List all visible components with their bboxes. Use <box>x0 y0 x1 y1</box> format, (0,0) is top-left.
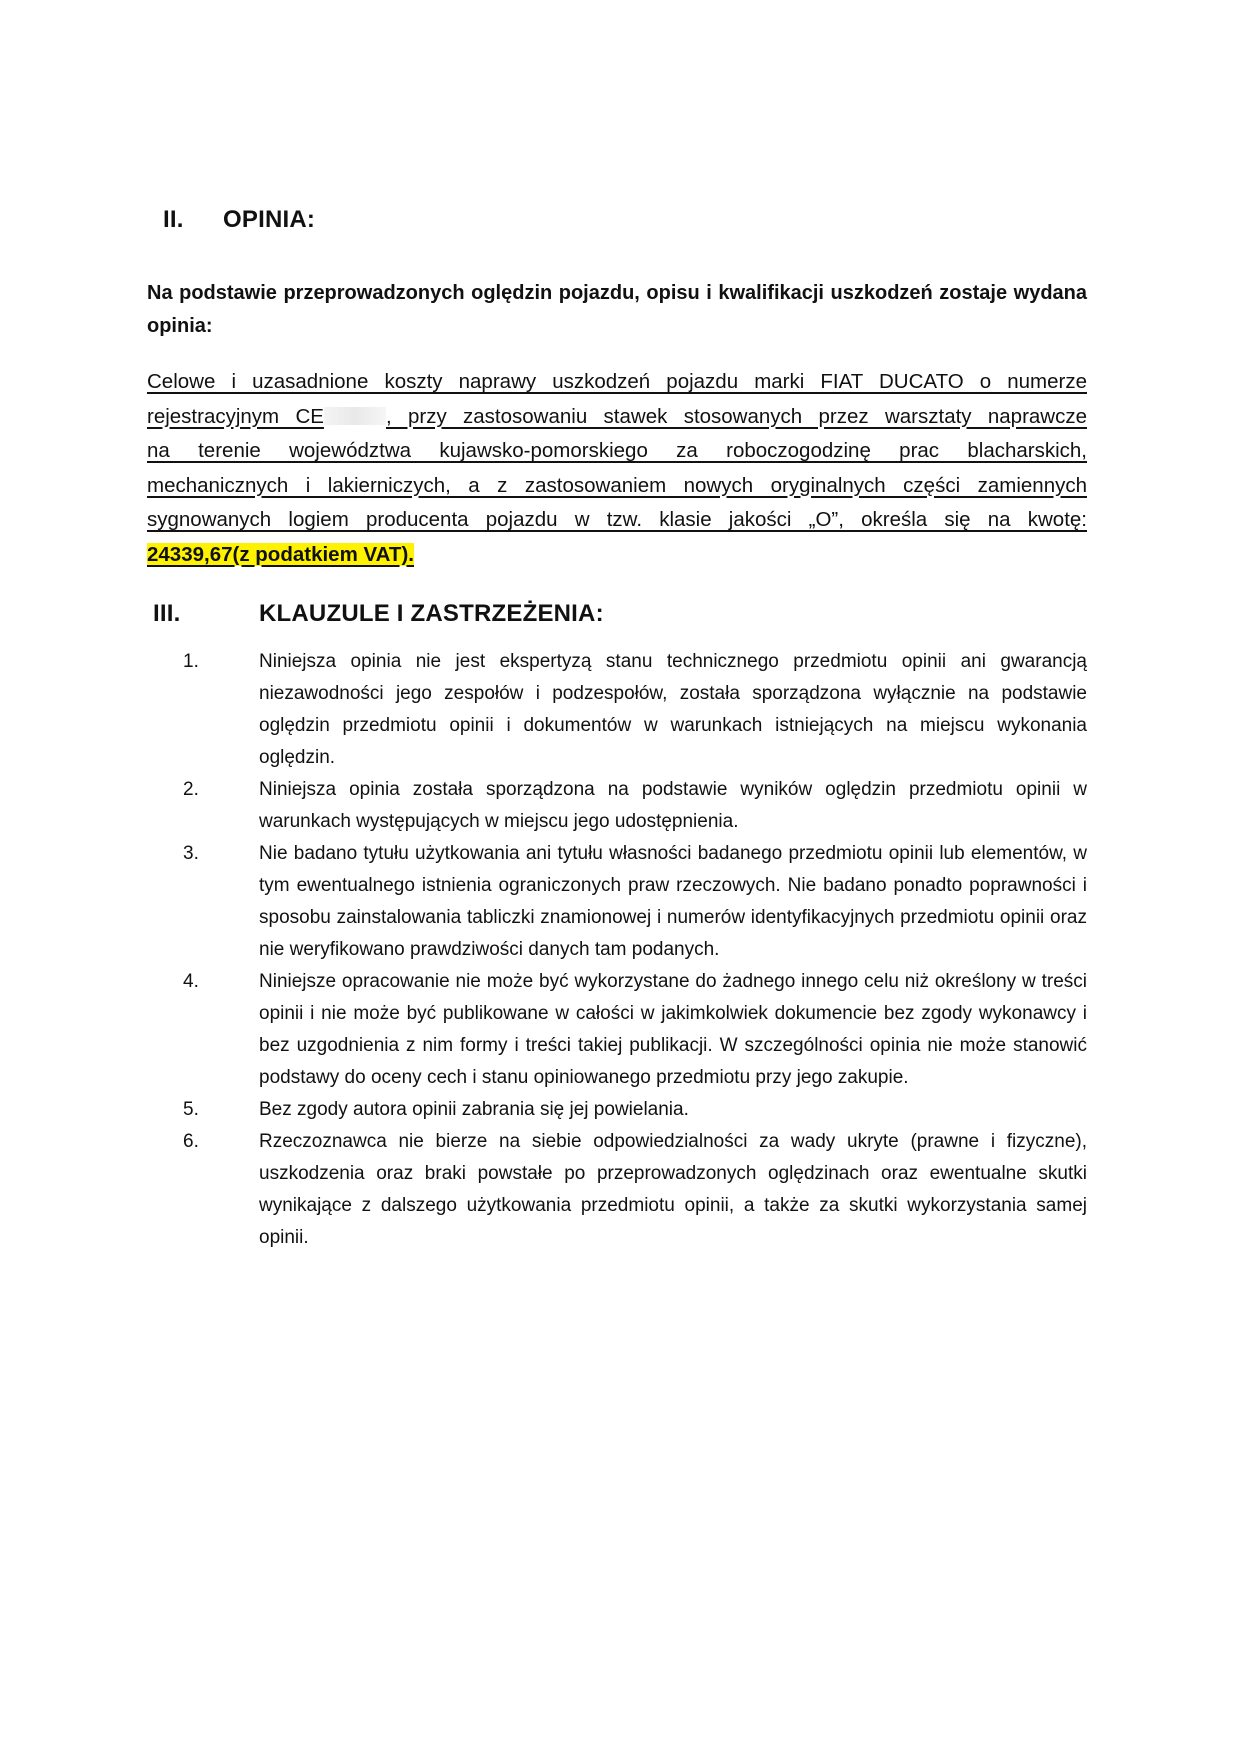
clause-number: 2. <box>183 779 199 800</box>
opinion-line: mechanicznych i lakierniczych, a z zastosowaniem nowych oryginalnych części zamiennych <box>147 473 1087 497</box>
clause-text: Niniejsze opracowanie nie może być wykorzystane do żadnego innego celu niż określony w treści opinii i nie może być publikowane w całości w jakimkolwiek dokumencie bez zgody wykonawcy i bez uzgodnienia z nim formy i treści takiej publikacji. W szczególności opinia nie może stanowić podstawy do oceny cech i stanu opiniowanego przedmiotu przy jego zakupie. <box>259 971 1087 1088</box>
clauses-list <box>0 646 1241 1254</box>
clause-text: Niniejsza opinia nie jest ekspertyzą stanu technicznego przedmiotu opinii ani gwarancją niezawodności jego zespołów i podzespołów, została sporządzona wyłącznie na podstawie oględzin przedmiotu opinii i dokumentów w warunkach istniejących na miejscu wykonania oględzin. <box>259 651 1087 768</box>
clause-item <box>0 774 1241 838</box>
clause-text: Niniejsza opinia została sporządzona na podstawie wyników oględzin przedmiotu opinii w warunkach występujących w miejscu jego udostępnienia. <box>259 779 1087 832</box>
clause-item <box>0 646 1241 774</box>
opinion-line: sygnowanych logiem producenta pojazdu w tzw. klasie jakości „O”, określa się na kwotę: <box>147 508 1087 531</box>
section-title: OPINIA: <box>223 206 316 233</box>
clause-text: Rzeczoznawca nie bierze na siebie odpowiedzialności za wady ukryte (prawne i fizyczne), uszkodzenia oraz braki powstałe po przeprowadzonych oględzinach oraz ewentualne skutki wynikające z dalszego użytkowania przedmiotu opinii, a także za skutki wykorzystania samej opinii. <box>259 1131 1087 1248</box>
clause-item <box>0 838 1241 966</box>
opinion-paragraph <box>147 365 1087 572</box>
opinion-line: na terenie województwa kujawsko-pomorskiego za roboczogodzinę prac blacharskich, <box>147 439 1087 462</box>
opinion-line: Celowe i uzasadnione koszty naprawy uszkodzeń pojazdu marki FIAT DUCATO o numerze <box>147 370 1087 393</box>
clause-text: Bez zgody autora opinii zabrania się jej powielania. <box>259 1099 689 1120</box>
opinion-line <box>147 538 1087 573</box>
clause-item <box>0 1126 1241 1254</box>
redacted-plate-number <box>324 407 386 425</box>
opinion-text: rejestracyjnym CE <box>147 404 324 428</box>
clause-number: 1. <box>183 651 199 672</box>
clause-item <box>0 966 1241 1094</box>
section-number: III. <box>153 600 181 627</box>
clause-number: 6. <box>183 1131 199 1152</box>
intro-paragraph: Na podstawie przeprowadzonych oględzin pojazdu, opisu i kwalifikacji uszkodzeń zostaje wydana opinia: <box>147 282 1087 337</box>
section-number: II. <box>163 206 184 233</box>
opinion-line <box>147 400 1087 435</box>
section-title: KLAUZULE I ZASTRZEŻENIA: <box>259 600 604 627</box>
opinion-text: , przy zastosowaniu stawek stosowanych przez warsztaty naprawcze <box>385 404 1088 428</box>
clause-number: 5. <box>183 1099 199 1120</box>
clause-item <box>0 1094 1241 1126</box>
clause-number: 4. <box>183 971 199 992</box>
repair-cost-amount: 24339,67(z podatkiem VAT). <box>147 542 414 566</box>
clause-text: Nie badano tytułu użytkowania ani tytułu własności badanego przedmiotu opinii lub elementów, w tym ewentualnego istnienia ograniczonych praw rzeczowych. Nie badano ponadto poprawności i sposobu zainstalowania tabliczki znamionowej i numerów identyfikacyjnych przedmiotu opinii oraz nie weryfikowano prawdziwości danych tam podanych. <box>259 843 1087 960</box>
clause-number: 3. <box>183 843 199 864</box>
